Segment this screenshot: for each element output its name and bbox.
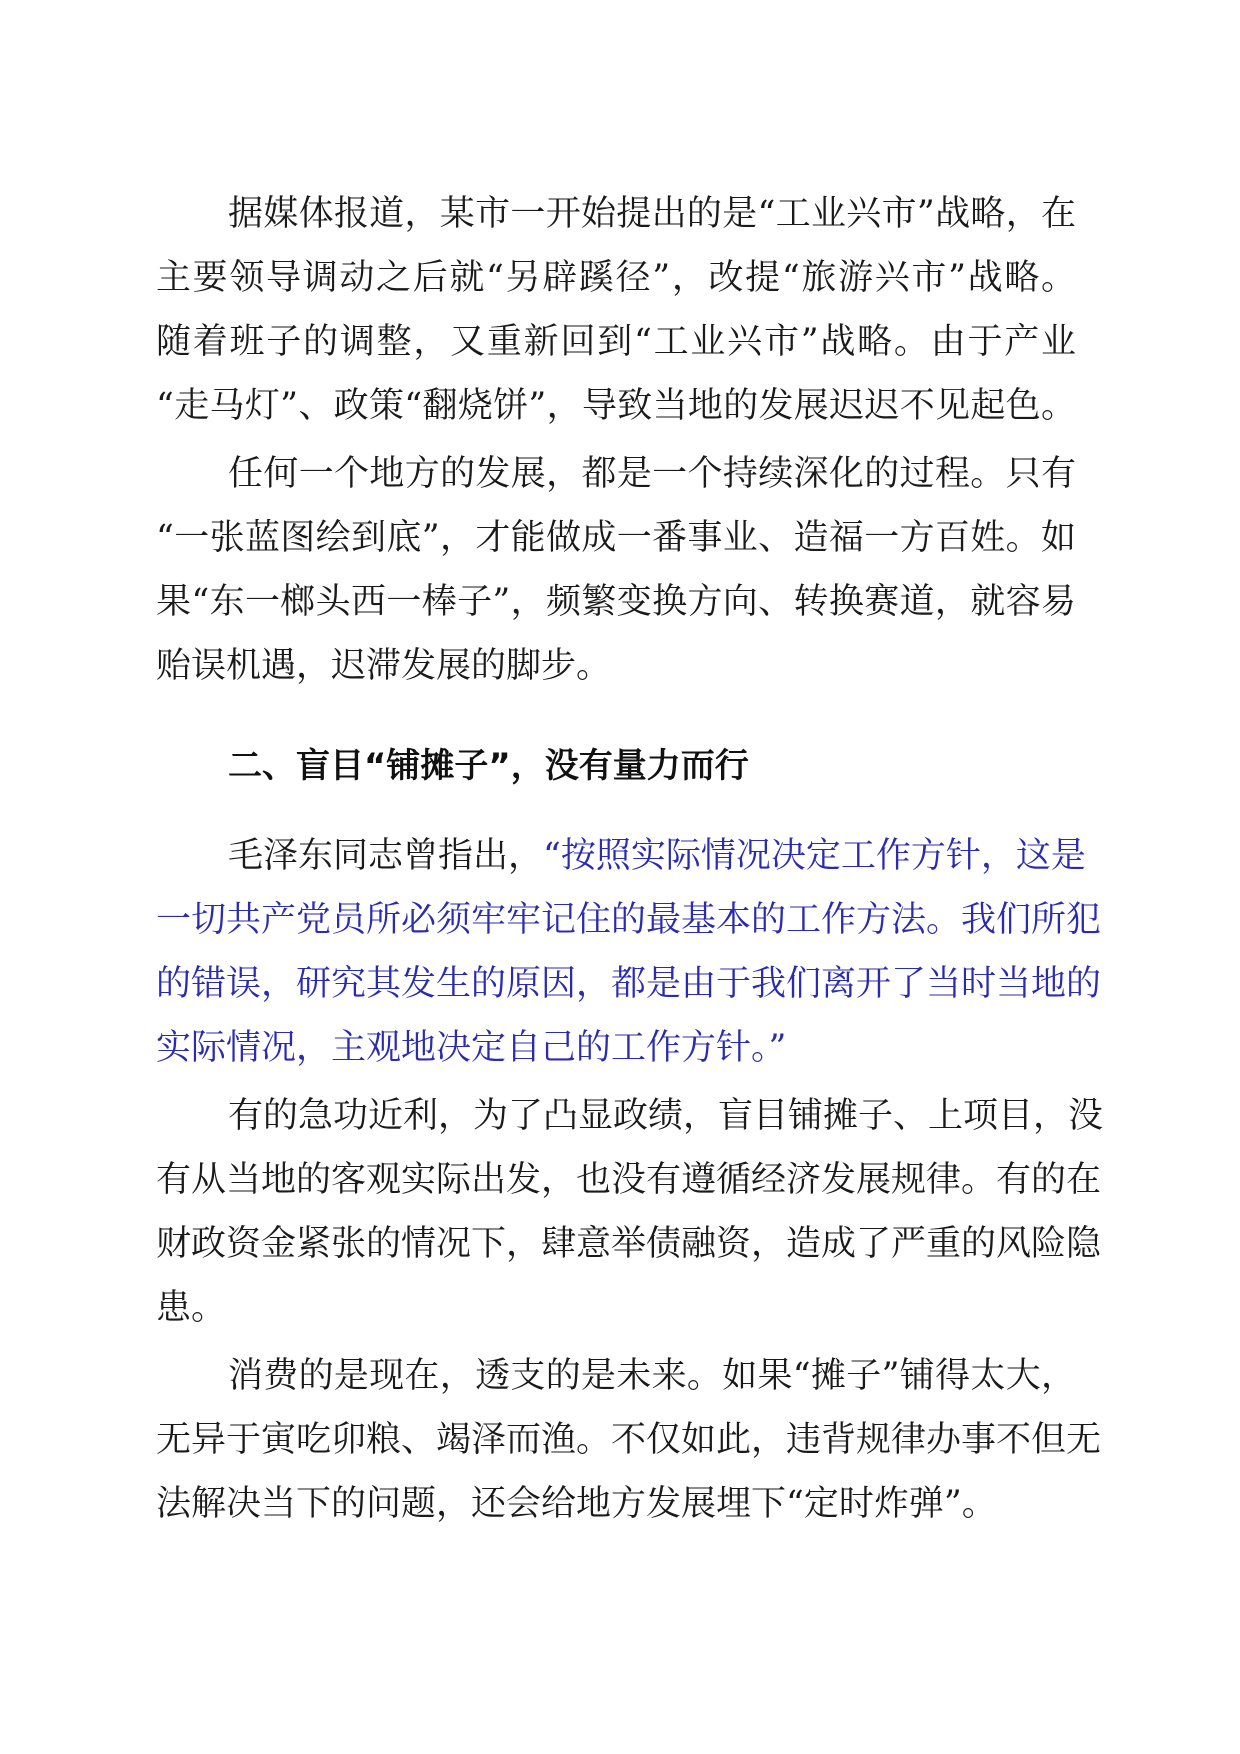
- paragraph-2-line-4: 贻误机遇，迟滞发展的脚步。: [156, 646, 612, 686]
- quote-text-line-2: 一切共产党员所必须牢牢记住的最基本的工作方法。我们所犯: [156, 900, 1102, 940]
- quote-text-line-4: 实际情况，主观地决定自己的工作方针。”: [156, 1028, 787, 1068]
- quote-text-line-3: 的错误，研究其发生的原因，都是由于我们离开了当时当地的: [156, 964, 1102, 1004]
- paragraph-4-line-4: 患。: [156, 1288, 227, 1328]
- quote-intro: 毛泽东同志曾指出，: [228, 836, 544, 876]
- paragraph-3-line-1: [156, 824, 1086, 888]
- paragraph-4-line-1: 有的急功近利，为了凸显政绩，盲目铺摊子、上项目，没: [228, 1096, 1104, 1136]
- section-heading: 二、盲目“铺摊子”，没有量力而行: [228, 746, 749, 786]
- paragraph-1-line-1: 据媒体报道，某市一开始提出的是“工业兴市”战略，在: [228, 194, 1076, 234]
- paragraph-1-line-4: “走马灯”、政策“翻烧饼”，导致当地的发展迟迟不见起色。: [156, 386, 1076, 426]
- paragraph-1-line-2: 主要领导调动之后就“另辟蹊径”，改提“旅游兴市”战略。: [156, 258, 1076, 298]
- paragraph-1-line-3: 随着班子的调整，又重新回到“工业兴市”战略。由于产业: [156, 322, 1076, 362]
- paragraph-4-line-2: 有从当地的客观实际出发，也没有遵循经济发展规律。有的在: [156, 1160, 1102, 1200]
- paragraph-2-line-1: 任何一个地方的发展，都是一个持续深化的过程。只有: [228, 454, 1076, 494]
- quote-text-line-1: “按照实际情况决定工作方针，这是: [543, 836, 1086, 876]
- paragraph-5-line-3: 法解决当下的问题，还会给地方发展埋下“定时炸弹”。: [156, 1484, 997, 1524]
- paragraph-2-line-3: 果“东一榔头西一棒子”，频繁变换方向、转换赛道，就容易: [156, 582, 1076, 622]
- paragraph-4-line-3: 财政资金紧张的情况下，肆意举债融资，造成了严重的风险隐: [156, 1224, 1102, 1264]
- paragraph-5-line-1: 消费的是现在，透支的是未来。如果“摊子”铺得太大，: [228, 1356, 1076, 1396]
- paragraph-2-line-2: “一张蓝图绘到底”，才能做成一番事业、造福一方百姓。如: [156, 518, 1076, 558]
- paragraph-5-line-2: 无异于寅吃卯粮、竭泽而渔。不仅如此，违背规律办事不但无: [156, 1420, 1102, 1460]
